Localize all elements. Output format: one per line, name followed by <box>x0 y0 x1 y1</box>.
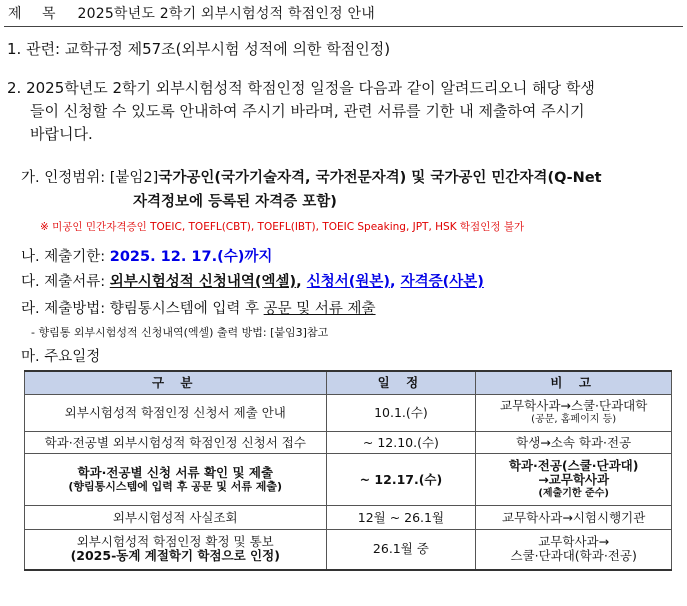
table-row <box>25 432 672 454</box>
ga-prefix: 가. 인정범위: [붙임2] <box>21 170 159 186</box>
row-task: 외부시험성적 사실조회 <box>25 506 327 530</box>
row-task-sub: (향림통시스템에 입력 후 공문 및 서류 제출) <box>68 479 283 493</box>
item-da-documents <box>21 270 484 291</box>
header-note: 비 고 <box>476 371 672 395</box>
row-note: 학생→소속 학과·전공 <box>476 432 672 454</box>
header-date: 일 정 <box>326 371 476 395</box>
na-prefix: 나. 제출기한: <box>21 249 110 265</box>
document-title: 2025학년도 2학기 외부시험성적 학점인정 안내 <box>77 6 375 22</box>
row-note <box>476 395 672 432</box>
row-note <box>476 454 672 506</box>
row-note-line-2: 스쿨·단과대(학과·전공) <box>510 548 637 564</box>
table-row <box>25 395 672 432</box>
item-na-deadline <box>21 245 272 266</box>
row-note-line-2: →교무학사과 <box>538 471 610 487</box>
row-date: 12월 ~ 26.1월 <box>326 506 476 530</box>
item-2-line-2: 들이 신청할 수 있도록 안내하여 주시기 바라며, 관련 서류를 기한 내 제출하여 주시기 <box>30 102 585 120</box>
doc-excel: 외부시험성적 신청내역(엑셀) <box>109 274 297 290</box>
row-task <box>25 454 327 506</box>
row-date: 10.1.(수) <box>326 395 476 432</box>
doc-certificate: 자격증(사본) <box>400 274 484 290</box>
row-note-sub: (공문, 홈페이지 등) <box>531 414 617 425</box>
table-header-row <box>25 371 672 395</box>
item-2-line-1: 2. 2025학년도 2학기 외부시험성적 학점인정 일정을 다음과 같이 알려드리오니 해당 학생 <box>7 79 595 97</box>
document-title-row <box>8 3 375 23</box>
row-task: 외부시험성적 학점인정 신청서 제출 안내 <box>25 395 327 432</box>
item-1: 1. 관련: 교학규정 제57조(외부시험 성적에 의한 학점인정) <box>7 40 391 58</box>
row-task-line: 외부시험성적 학점인정 확정 및 통보 <box>76 534 274 550</box>
doc-separator: , <box>296 274 307 290</box>
doc-application: 신청서(원본) <box>306 274 390 290</box>
row-note-line: 교무학사과→ <box>538 534 610 550</box>
deadline-value: 2025. 12. 17.(수)까지 <box>109 249 273 265</box>
row-task-sub: (2025-동계 계절학기 학점으로 인정) <box>70 548 280 564</box>
da-prefix: 다. 제출서류: <box>21 274 110 290</box>
schedule-table <box>24 370 672 571</box>
row-note-line: 학과·전공(스쿨·단과대) <box>508 457 639 473</box>
row-task-line: 학과·전공별 신청 서류 확인 및 제출 <box>77 464 274 480</box>
row-note: 교무학사과→시험시행기관 <box>476 506 672 530</box>
ra-note: - 향림통 외부시험성적 신청내역(엑셀) 출력 방법: [붙임3]참고 <box>31 326 329 339</box>
ga-note: ※ 미공인 민간자격증인 TOEIC, TOEFL(CBT), TOEFL(IBT), TOEIC Speaking, JPT, HSK 학점인정 불가 <box>40 221 525 233</box>
table-row <box>25 506 672 530</box>
title-divider <box>4 26 683 27</box>
item-ra-method <box>21 297 376 318</box>
row-task: 학과·전공별 외부시험성적 학점인정 신청서 접수 <box>25 432 327 454</box>
row-date: ~ 12.10.(수) <box>326 432 476 454</box>
row-note <box>476 530 672 570</box>
item-2-line-3: 바랍니다. <box>30 125 93 143</box>
header-category: 구 분 <box>25 371 327 395</box>
table-row <box>25 454 672 506</box>
item-ga-scope <box>21 166 602 187</box>
title-label: 제 목 <box>8 6 64 22</box>
row-task <box>25 530 327 570</box>
row-date: 26.1월 중 <box>326 530 476 570</box>
row-note-line: 교무학사과→스쿨·단과대학 <box>500 398 648 413</box>
item-ma-schedule: 마. 주요일정 <box>21 349 101 365</box>
row-note-sub: (제출기한 준수) <box>538 487 609 499</box>
row-date: ~ 12.17.(수) <box>326 454 476 506</box>
table-row <box>25 530 672 570</box>
ga-scope-bold-1: 국가공인(국가기술자격, 국가전문자격) 및 국가공인 민간자격(Q-Net <box>158 170 602 186</box>
doc-separator-2: , <box>390 274 401 290</box>
ra-prefix: 라. 제출방법: 향림통시스템에 입력 후 <box>21 301 264 317</box>
ga-scope-bold-2: 자격정보에 등록된 자격증 포함) <box>133 194 337 210</box>
ra-underlined: 공문 및 서류 제출 <box>263 301 376 317</box>
